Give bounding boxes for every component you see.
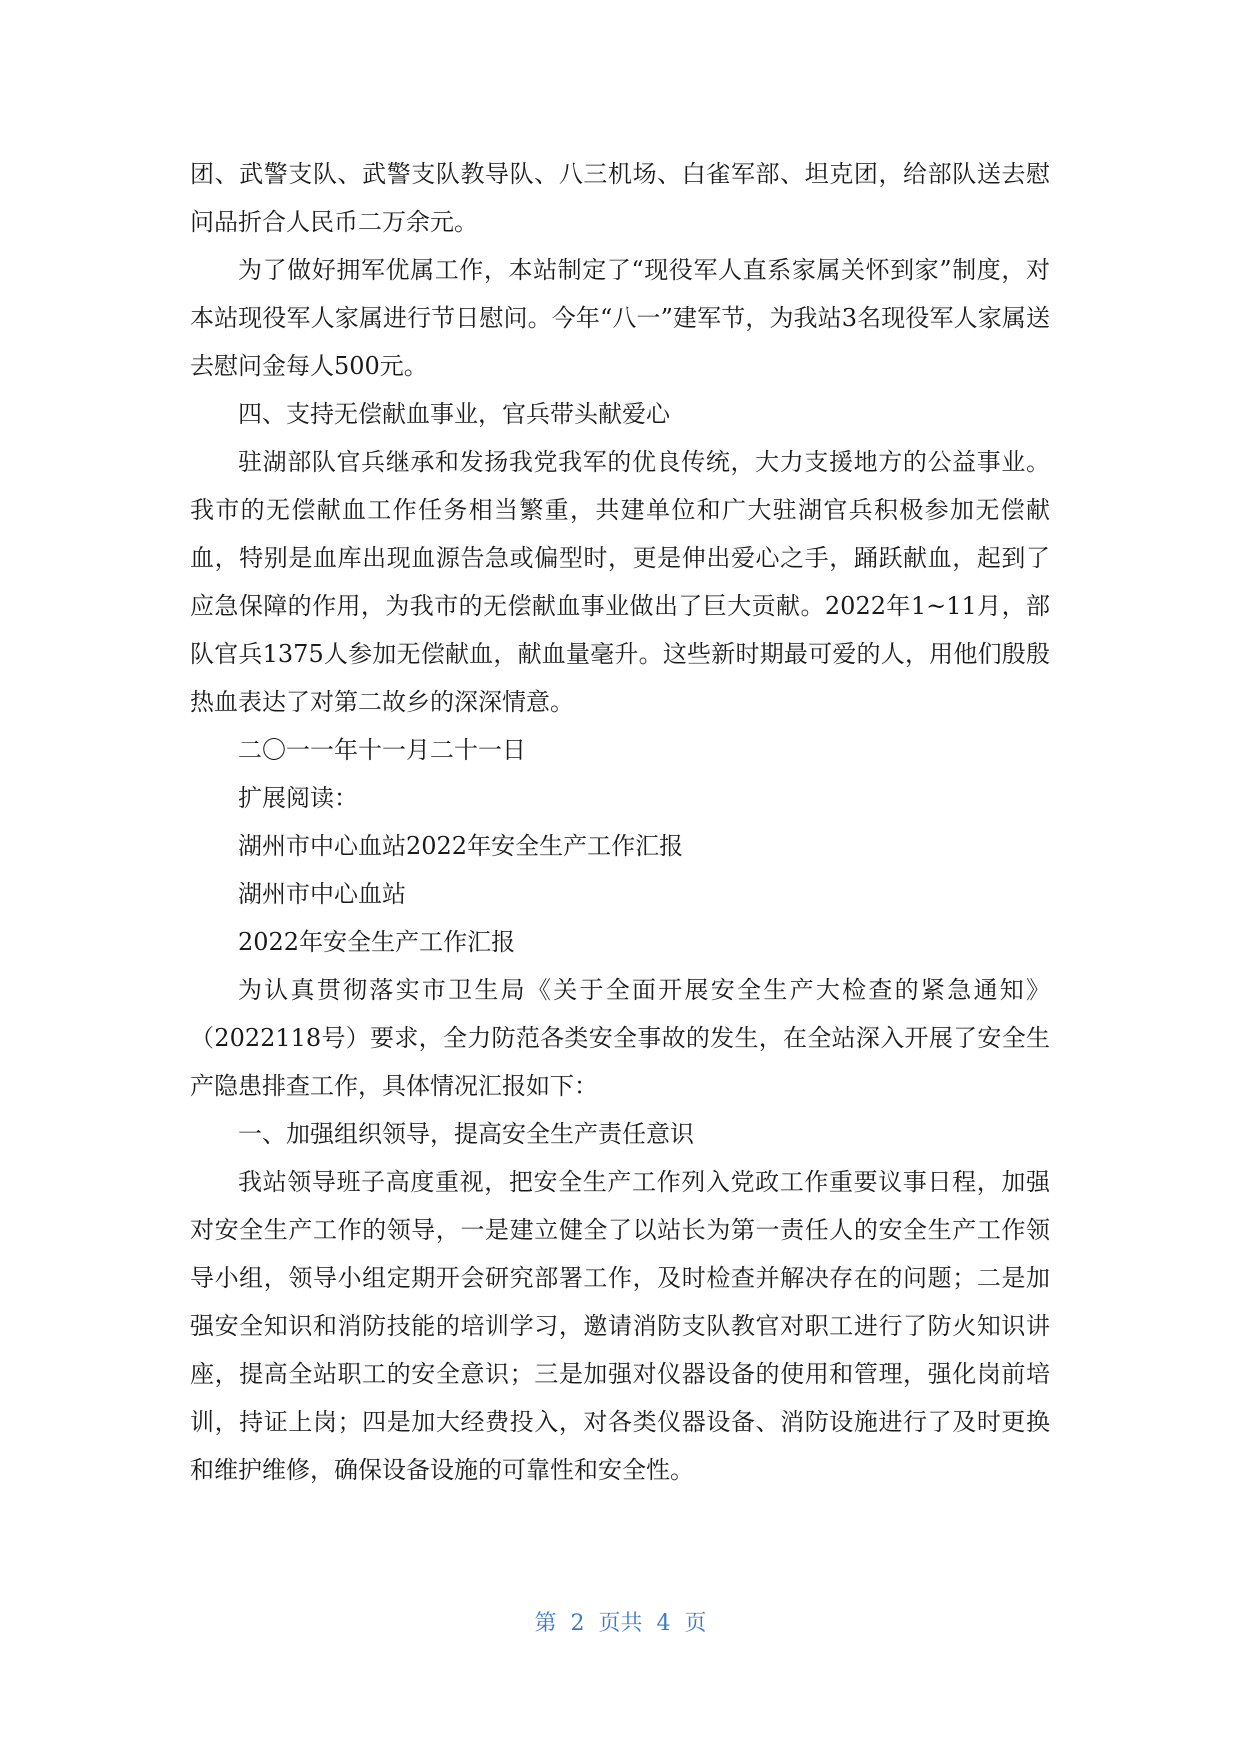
footer-current-page: 2	[570, 1611, 585, 1636]
page-footer	[0, 1606, 1241, 1637]
report-subtitle: 2022年安全生产工作汇报	[238, 928, 516, 956]
report-title: 湖州市中心血站2022年安全生产工作汇报	[238, 832, 684, 860]
footer-total-pages: 4	[656, 1611, 671, 1636]
document-body	[190, 150, 1050, 1494]
footer-prefix: 第	[534, 1611, 557, 1636]
footer-middle: 页共	[598, 1611, 643, 1636]
report-organization: 湖州市中心血站	[238, 880, 406, 908]
paragraph-blood-donation: 驻湖部队官兵继承和发扬我党我军的优良传统，大力支援地方的公益事业。我市的无偿献血工作任务相当繁重，共建单位和广大驻湖官兵积极参加无偿献血，特别是血库出现血源告急或偏型时，更是伸出爱心之手，踊跃献血，起到了应急保障的作用，为我市的无偿献血事业做出了巨大贡献。2022年1~11月，部队官兵1375人参加无偿献血，献血量毫升。这些新时期最可爱的人，用他们殷殷热血表达了对第二故乡的深深情意。	[190, 448, 1050, 716]
section-heading-1: 一、加强组织领导，提高安全生产责任意识	[238, 1120, 694, 1148]
footer-suffix: 页	[684, 1611, 707, 1636]
extended-reading-label: 扩展阅读：	[238, 784, 358, 812]
paragraph-intro: 为认真贯彻落实市卫生局《关于全面开展安全生产大检查的紧急通知》（2022118号）要求，全力防范各类安全事故的发生，在全站深入开展了安全生产隐患排查工作，具体情况汇报如下：	[190, 976, 1050, 1100]
paragraph-2: 为了做好拥军优属工作，本站制定了“现役军人直系家属关怀到家”制度，对本站现役军人家属进行节日慰问。今年“八一”建军节，为我站3名现役军人家属送去慰问金每人500元。	[190, 256, 1050, 380]
paragraph-leadership: 我站领导班子高度重视，把安全生产工作列入党政工作重要议事日程，加强对安全生产工作的领导，一是建立健全了以站长为第一责任人的安全生产工作领导小组，领导小组定期开会研究部署工作，及时检查并解决存在的问题；二是加强安全知识和消防技能的培训学习，邀请消防支队教官对职工进行了防火知识讲座，提高全站职工的安全意识；三是加强对仪器设备的使用和管理，强化岗前培训，持证上岗；四是加大经费投入，对各类仪器设备、消防设施进行了及时更换和维护维修，确保设备设施的可靠性和安全性。	[190, 1168, 1050, 1484]
date-line: 二〇一一年十一月二十一日	[238, 736, 526, 764]
paragraph-1: 团、武警支队、武警支队教导队、八三机场、白雀军部、坦克团，给部队送去慰问品折合人民币二万余元。	[190, 160, 1050, 236]
section-heading-4: 四、支持无偿献血事业，官兵带头献爱心	[238, 400, 670, 428]
